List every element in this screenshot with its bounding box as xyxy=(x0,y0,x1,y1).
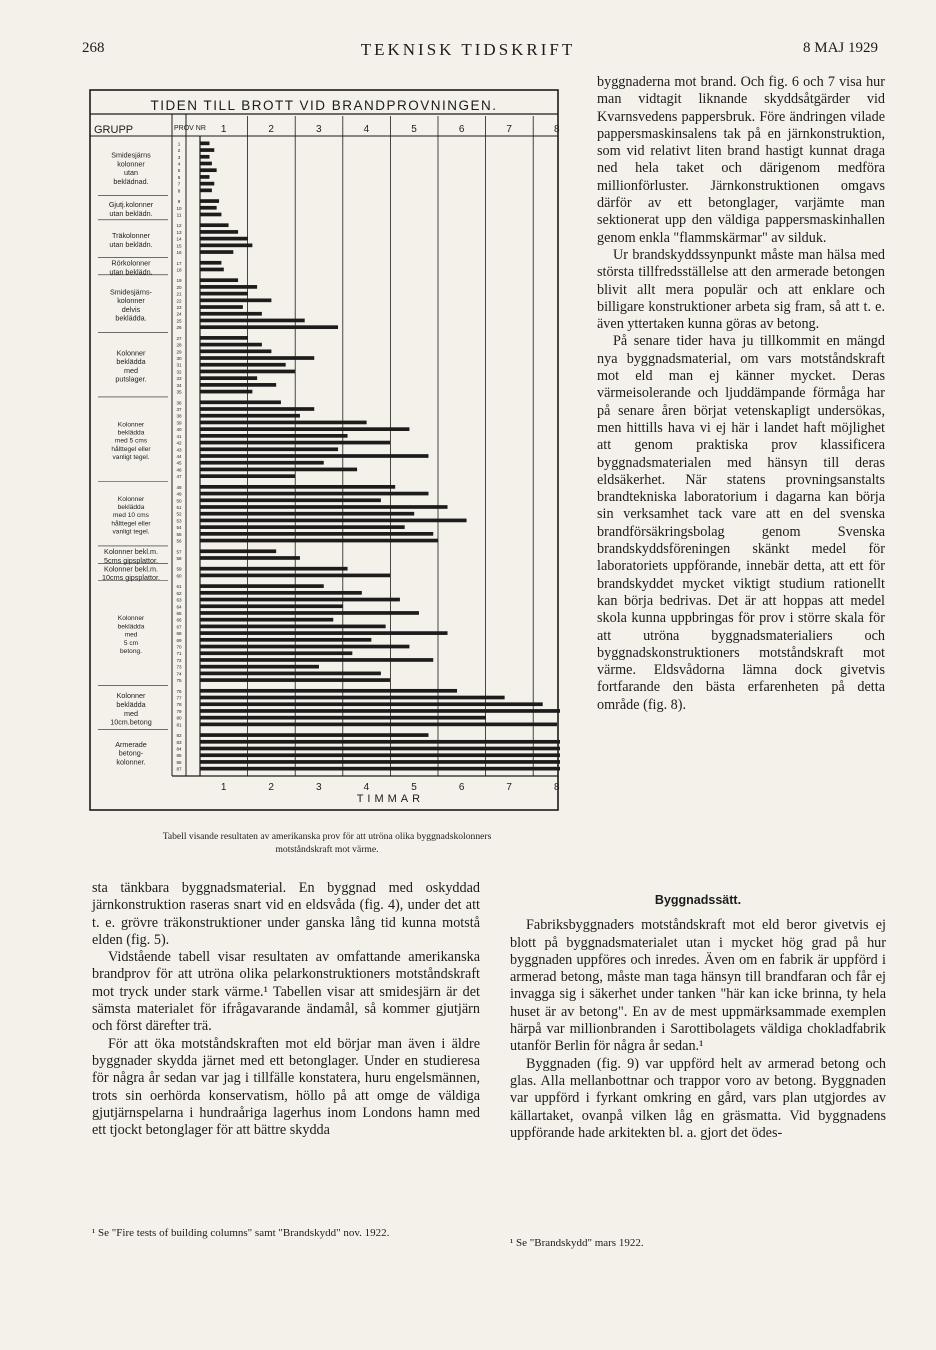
bar xyxy=(200,199,219,203)
bar xyxy=(200,278,238,282)
prov-number: 69 xyxy=(176,637,182,643)
bar xyxy=(200,261,221,265)
group-label-line: utan beklädn. xyxy=(109,208,153,218)
prov-number: 71 xyxy=(176,651,182,657)
group-label-line: vanligt tegel. xyxy=(112,454,150,462)
section-heading: Byggnadssätt. xyxy=(654,893,742,907)
bar xyxy=(200,168,217,172)
group-label-line: beklädda xyxy=(117,623,145,631)
group-label-line: betong- xyxy=(118,748,144,758)
left-column xyxy=(92,880,480,1139)
prov-number: 46 xyxy=(176,467,182,473)
prov-number: 9 xyxy=(177,199,181,205)
prov-number: 73 xyxy=(176,664,182,670)
bar xyxy=(200,651,352,655)
prov-number: 81 xyxy=(176,722,182,728)
left-paragraph-3: För att öka motståndskraften mot eld börjar man även i äldre byggnader skydda järnet med ett betonglager. Under en studieresa för några år sedan var jag i tillfälle konstatera, huru engelsmännen, trots sin oerhörda konservatism, höllo på att omge de väldiga gjutjärnspelarna i hundraåriga lagerhus inom Londons hamn med ett tjockt betonglager för att bättre skydda xyxy=(92,1035,480,1139)
group-label-line: Kolonner xyxy=(117,495,145,503)
group-label-line: kolonner xyxy=(117,159,145,169)
prov-number: 31 xyxy=(176,362,182,368)
group-label-line: Rörkolonner xyxy=(111,258,151,268)
bar xyxy=(200,349,271,353)
bar xyxy=(200,336,248,340)
group-label-line: med xyxy=(124,631,138,639)
group-label-line: 10cms gipsplattor. xyxy=(102,573,160,583)
prov-number: 23 xyxy=(176,305,182,311)
prov-number: 87 xyxy=(176,766,182,772)
bar xyxy=(200,292,248,296)
bar xyxy=(200,454,428,458)
bar xyxy=(200,142,210,146)
group-label-line: beklädda xyxy=(117,504,145,512)
bar xyxy=(200,182,214,186)
group-label-line: 10cm.betong xyxy=(110,717,152,727)
prov-number: 80 xyxy=(176,715,182,721)
bar xyxy=(200,611,419,615)
prov-number: 56 xyxy=(176,538,182,544)
left-paragraph-1: sta tänkbara byggnadsmaterial. En byggnad med oskyddad järnkonstruktion raseras snart vid en eldsvåda (fig. 4), under det att t. e. grövre träkonstruktioner under ganska lång tid kunna motstå elden (fig. 5). xyxy=(92,880,480,948)
prov-number: 5 xyxy=(177,168,181,174)
prov-number: 60 xyxy=(176,573,182,579)
group-label-line: kolonner xyxy=(117,296,145,306)
bar xyxy=(200,532,433,536)
bar xyxy=(200,376,257,380)
bar xyxy=(200,390,252,394)
x-tick-label-bottom: 5 xyxy=(411,782,417,793)
bar xyxy=(200,325,338,329)
bar xyxy=(200,400,281,404)
prov-number: 84 xyxy=(176,746,182,752)
prov-number: 83 xyxy=(176,739,182,745)
prov-number: 58 xyxy=(176,555,182,561)
bar xyxy=(200,370,295,374)
prov-number: 2 xyxy=(177,148,181,154)
right-column xyxy=(597,74,885,714)
prov-number: 37 xyxy=(176,407,182,413)
group-label-line: putslager. xyxy=(115,374,147,384)
bar xyxy=(200,268,224,272)
x-tick-label-bottom: 4 xyxy=(363,782,370,793)
x-tick-label-bottom: 3 xyxy=(316,782,322,793)
bar xyxy=(200,162,212,166)
bar xyxy=(200,421,367,425)
bar xyxy=(200,689,457,693)
bar xyxy=(200,519,467,523)
bar xyxy=(200,672,381,676)
prov-number: 42 xyxy=(176,440,182,446)
group-label-line: utan beklädn. xyxy=(109,239,153,249)
page-number: 268 xyxy=(82,40,105,56)
group-label-line: med xyxy=(124,708,138,718)
prov-number: 14 xyxy=(176,236,182,242)
prov-number: 45 xyxy=(176,460,182,466)
prov-number: 8 xyxy=(177,188,181,194)
prov-number: 20 xyxy=(176,284,182,290)
prov-number: 11 xyxy=(176,212,182,218)
bar xyxy=(200,723,557,727)
prov-number: 47 xyxy=(176,474,182,480)
group-label-line: kolonner. xyxy=(116,757,146,767)
bar xyxy=(200,441,390,445)
group-label-line: beklädda xyxy=(116,699,146,709)
group-label-line: med 5 cms xyxy=(114,437,148,445)
prov-number: 49 xyxy=(176,491,182,497)
prov-number: 77 xyxy=(176,695,182,701)
bar xyxy=(200,175,210,179)
bar xyxy=(200,298,271,302)
prov-number: 40 xyxy=(176,427,182,433)
prov-number: 59 xyxy=(176,566,182,572)
prov-number: 1 xyxy=(177,141,181,147)
prov-number: 29 xyxy=(176,349,182,355)
group-label-line: Kolonner bekl.m. xyxy=(104,564,158,574)
bar xyxy=(200,474,295,478)
group-label-line: hålttegel eller xyxy=(111,520,151,528)
right-paragraph-2: Ur brandskyddssynpunkt måste man hälsa med största tillfredsställelse att den armerade betongen blivit allt mera populär och att enklare och billigare konstruktioner arbeta sig fram, så att t. e. även yttertaken kunna göras av betong. xyxy=(597,246,885,333)
group-label-line: Kolonner bekl.m. xyxy=(104,547,158,557)
prov-number: 43 xyxy=(176,447,182,453)
bar xyxy=(200,702,543,706)
prov-number: 53 xyxy=(176,518,182,524)
right-footnote: ¹ Se "Brandskydd" mars 1922. xyxy=(510,1237,644,1249)
x-tick-label-bottom: 8 xyxy=(554,782,560,793)
prov-number: 24 xyxy=(176,311,182,317)
group-label-line: 5 cm xyxy=(123,639,139,647)
bar xyxy=(200,767,560,771)
group-label-line: betong. xyxy=(120,648,142,656)
bar xyxy=(200,567,348,571)
group-header: GRUPP xyxy=(94,124,134,136)
bar xyxy=(200,305,243,309)
group-label-line: 5cms gipsplattor. xyxy=(104,555,158,565)
bar xyxy=(200,604,343,608)
bar xyxy=(200,760,560,764)
group-label-line: Smidesjärns xyxy=(111,150,151,160)
prov-number: 38 xyxy=(176,413,182,419)
bar xyxy=(200,485,395,489)
prov-number: 74 xyxy=(176,671,182,677)
bar xyxy=(200,505,448,509)
group-label-line: med xyxy=(124,365,138,375)
prov-number: 65 xyxy=(176,610,182,616)
prov-number: 3 xyxy=(177,154,181,160)
prov-number: 16 xyxy=(176,250,182,256)
prov-number: 82 xyxy=(176,733,182,739)
right-paragraph-5: Byggnaden (fig. 9) var uppförd helt av armerad betong och glas. Alla mellanbottnar och trappor voro av betong. Byggnaden var uppförd i fyrkant omkring en gård, vars plan utgjordes av källartaket, ovanpå vilken låg en gräsmatta. Vid byggnadens uppförande hade arkitekten bl. a. gjort det ödes- xyxy=(510,1055,886,1141)
right-paragraph-4: Fabriksbyggnaders motståndskraft mot eld beror givetvis ej blott på byggnadsmaterialet utan i mycket hög grad på hur byggnaden uppföres och inredes. Även om en fabrik är uppförd i armerad betong, måste man taga hänsyn till brandfaran och får ej invagga sig i säkerhet under tanken "här kan icke brinna, ty hela huset är av betong". En av de mest uppmärksammade exemplen härpå var millionbranden i Sarottibolagets väldiga chokladfabrik utanför Berlin för några år sedan.¹ xyxy=(510,917,886,1055)
bar xyxy=(200,733,428,737)
prov-number: 21 xyxy=(176,291,182,297)
prov-number: 34 xyxy=(176,382,182,388)
prov-number: 33 xyxy=(176,376,182,382)
bar xyxy=(200,625,386,629)
bar xyxy=(200,709,560,713)
left-paragraph-2: Vidstående tabell visar resultaten av omfattande amerikanska brandprov för att utröna olika pelarkonstruktioners motståndskraft mot tryck under stark värme.¹ Tabellen visar att smidesjärn är det sämsta materialet för ifrågavarande ändamål, så kommer gjutjärn och först därefter trä. xyxy=(92,949,480,1035)
prov-number: 28 xyxy=(176,342,182,348)
prov-number: 25 xyxy=(176,318,182,324)
bar xyxy=(200,631,448,635)
bar xyxy=(200,598,400,602)
bar xyxy=(200,584,324,588)
bar xyxy=(200,312,262,316)
prov-number: 86 xyxy=(176,759,182,765)
bar xyxy=(200,665,319,669)
bar xyxy=(200,447,338,451)
bar xyxy=(200,512,414,516)
journal-title: TEKNISK TIDSKRIFT xyxy=(360,40,576,59)
prov-number: 68 xyxy=(176,631,182,637)
group-label-line: beklädda xyxy=(117,429,145,437)
bar xyxy=(200,716,486,720)
bar xyxy=(200,556,300,560)
bar xyxy=(200,188,212,192)
bar xyxy=(200,250,233,254)
group-label-line: Träkolonner xyxy=(111,231,151,241)
prov-number: 61 xyxy=(176,584,182,590)
bar xyxy=(200,343,262,347)
prov-number: 44 xyxy=(176,454,182,459)
prov-number: 36 xyxy=(176,400,182,406)
prov-number: 85 xyxy=(176,753,182,759)
bar xyxy=(200,696,505,700)
prov-number: 35 xyxy=(176,389,182,395)
bar xyxy=(200,383,276,387)
group-label-line: med 10 cms xyxy=(113,512,149,520)
bar xyxy=(200,638,371,642)
group-label-line: utan xyxy=(124,168,138,178)
prov-number: 30 xyxy=(176,356,182,362)
prov-number: 22 xyxy=(176,298,182,304)
prov-number: 32 xyxy=(176,369,182,375)
bar xyxy=(200,747,560,751)
bar xyxy=(200,591,362,595)
bar xyxy=(200,574,390,578)
prov-number: 27 xyxy=(176,335,182,341)
prov-number: 72 xyxy=(176,657,182,663)
bar xyxy=(200,468,357,472)
bar xyxy=(200,618,333,622)
group-label-line: hålttegel eller xyxy=(111,445,151,453)
prov-number: 66 xyxy=(176,617,182,623)
prov-number: 13 xyxy=(176,229,182,235)
bar xyxy=(200,285,257,289)
group-label-line: Kolonner xyxy=(117,615,145,623)
bar xyxy=(200,155,210,159)
bar xyxy=(200,223,229,227)
issue-date: 8 MAJ 1929 xyxy=(802,40,878,56)
group-label-line: Kolonner xyxy=(116,348,146,358)
prov-number: 18 xyxy=(176,267,182,273)
caption-line-1: Tabell visande resultaten av amerikanska prov för att utröna olika byggnadskolonners xyxy=(162,831,492,842)
prov-number: 75 xyxy=(176,678,182,684)
x-axis-label: TIMMAR xyxy=(356,793,425,805)
bar xyxy=(200,753,560,757)
fire-test-chart xyxy=(88,88,560,812)
prov-number: 4 xyxy=(177,161,181,167)
left-footnote: ¹ Se "Fire tests of building columns" samt "Brandskydd" nov. 1922. xyxy=(92,1227,390,1239)
bar xyxy=(200,356,314,360)
prov-number: 64 xyxy=(176,604,182,610)
bar xyxy=(200,678,390,682)
group-label-line: Smidesjärns- xyxy=(110,287,152,297)
group-label-line: vanligt tegel. xyxy=(112,528,150,536)
group-label-line: utan beklädn. xyxy=(109,267,153,277)
bar xyxy=(200,645,409,649)
chart-title: TIDEN TILL BROTT VID BRANDPROVNINGEN. xyxy=(150,98,498,113)
group-label-line: beklädda xyxy=(116,357,146,367)
prov-number: 52 xyxy=(176,511,182,517)
prov-number: 17 xyxy=(176,260,182,266)
group-label-line: beklädnad. xyxy=(113,176,149,186)
prov-number: 57 xyxy=(176,549,182,555)
x-tick-label-top: 8 xyxy=(554,124,560,135)
x-tick-label-top: 5 xyxy=(411,124,417,135)
x-tick-label-top: 7 xyxy=(506,124,512,135)
x-tick-label-bottom: 2 xyxy=(268,782,274,793)
prov-number: 79 xyxy=(176,708,182,714)
x-tick-label-bottom: 1 xyxy=(220,782,227,793)
right-paragraph-3: På senare tider hava ju tillkommit en mängd nya byggnadsmaterial, om vars motståndskraft mot eld man ej känner mycket. Deras värmeisolerande och ljuddämpande förmåga har på senare åren börjat vetenskapligt undersökas, men hittills hava vi ej här i landet haft möjlighet att genom praktiska prov klassificera byggnadsmaterialen med hänsyn till deras eldsäkerhet. När statens provningsanstalts brandtekniska laboratorium i dagarna kan börja sin verksamhet tack vare att en del svenska brandförsäkringsbolag genom Svenska brandskyddsföreningen skänkt medel för laboratoriets uppförande, innebär detta, att ett för brandskyddet mycket viktigt studium rationellt kan börja bedrivas. Det är att hoppas att medel skola kunna uppbringas för prov i större skala för att utröna byggnadsmaterialiers och byggnadskonstruktioners motståndskraft mot värme. Eldsvådorna lämna dock givetvis fortfarande den bästa erfarenheten på detta område (fig. 8). xyxy=(597,333,885,713)
right-column-lower xyxy=(510,876,886,1142)
x-tick-label-top: 2 xyxy=(268,124,274,135)
bar xyxy=(200,539,438,543)
bar xyxy=(200,237,248,241)
bar xyxy=(200,363,286,367)
prov-number: 63 xyxy=(176,597,182,603)
group-label-line: Gjutj.kolonner xyxy=(108,200,154,210)
x-tick-label-top: 6 xyxy=(458,124,465,135)
bar xyxy=(200,407,314,411)
prov-number: 51 xyxy=(176,504,182,510)
group-label-line: delvis xyxy=(121,304,141,314)
prov-number: 26 xyxy=(176,325,182,331)
prov-number: 55 xyxy=(176,531,182,537)
bar xyxy=(200,206,217,210)
bar xyxy=(200,498,381,502)
group-label-line: beklädda. xyxy=(115,313,147,323)
group-label-line: Kolonner xyxy=(117,421,145,429)
prov-number: 12 xyxy=(176,223,182,229)
x-tick-label-bottom: 6 xyxy=(458,782,465,793)
prov-number: 15 xyxy=(176,243,182,249)
x-tick-label-bottom: 7 xyxy=(506,782,512,793)
prov-number: 19 xyxy=(176,278,182,284)
prov-number: 7 xyxy=(177,181,181,187)
x-tick-label-top: 3 xyxy=(316,124,322,135)
bar xyxy=(200,434,348,438)
bar xyxy=(200,549,276,553)
right-paragraph-1: byggnaderna mot brand. Och fig. 6 och 7 visa hur man vidtagit liknande skyddsåtgärder vid Kvarnsvedens pappersbruk. Före ändringen vilade pappersmaskinsalens tak på en järnkonstruktion, som vid relativt liten brand hastigt kunnat draga ned hela taket och därigenom medföra millionförluster. Järnkonstruktionen omgavs därför av ett betonglager, varjämte man sektionerat upp den väldiga pappersmaskinhallen genom enkla "flammskärmar" av silduk. xyxy=(597,74,885,246)
bar xyxy=(200,213,221,217)
bar xyxy=(200,658,433,662)
bar xyxy=(200,414,300,418)
group-label-line: Kolonner xyxy=(116,691,146,701)
caption-line-2: motståndskraft mot värme. xyxy=(275,844,379,855)
group-label-line: Armerade xyxy=(115,739,147,749)
prov-number: 39 xyxy=(176,420,182,426)
prov-number: 10 xyxy=(176,205,182,211)
bar xyxy=(200,525,405,529)
prov-number: 50 xyxy=(176,498,182,504)
bar xyxy=(200,492,428,496)
prov-header: PROV NR xyxy=(174,125,206,132)
bar xyxy=(200,243,252,247)
prov-number: 48 xyxy=(176,484,182,490)
prov-number: 41 xyxy=(176,433,182,439)
bar xyxy=(200,148,214,152)
prov-number: 67 xyxy=(176,624,182,630)
prov-number: 6 xyxy=(177,174,181,180)
bar xyxy=(200,461,324,465)
x-tick-label-top: 4 xyxy=(363,124,370,135)
prov-number: 78 xyxy=(176,702,182,708)
bar xyxy=(200,230,238,234)
x-tick-label-top: 1 xyxy=(220,124,227,135)
bar xyxy=(200,319,305,323)
prov-number: 62 xyxy=(176,590,182,596)
prov-number: 70 xyxy=(176,644,182,650)
bar xyxy=(200,427,409,431)
figure-caption xyxy=(92,830,562,856)
prov-number: 76 xyxy=(176,688,182,694)
bar xyxy=(200,740,560,744)
prov-number: 54 xyxy=(176,525,182,531)
